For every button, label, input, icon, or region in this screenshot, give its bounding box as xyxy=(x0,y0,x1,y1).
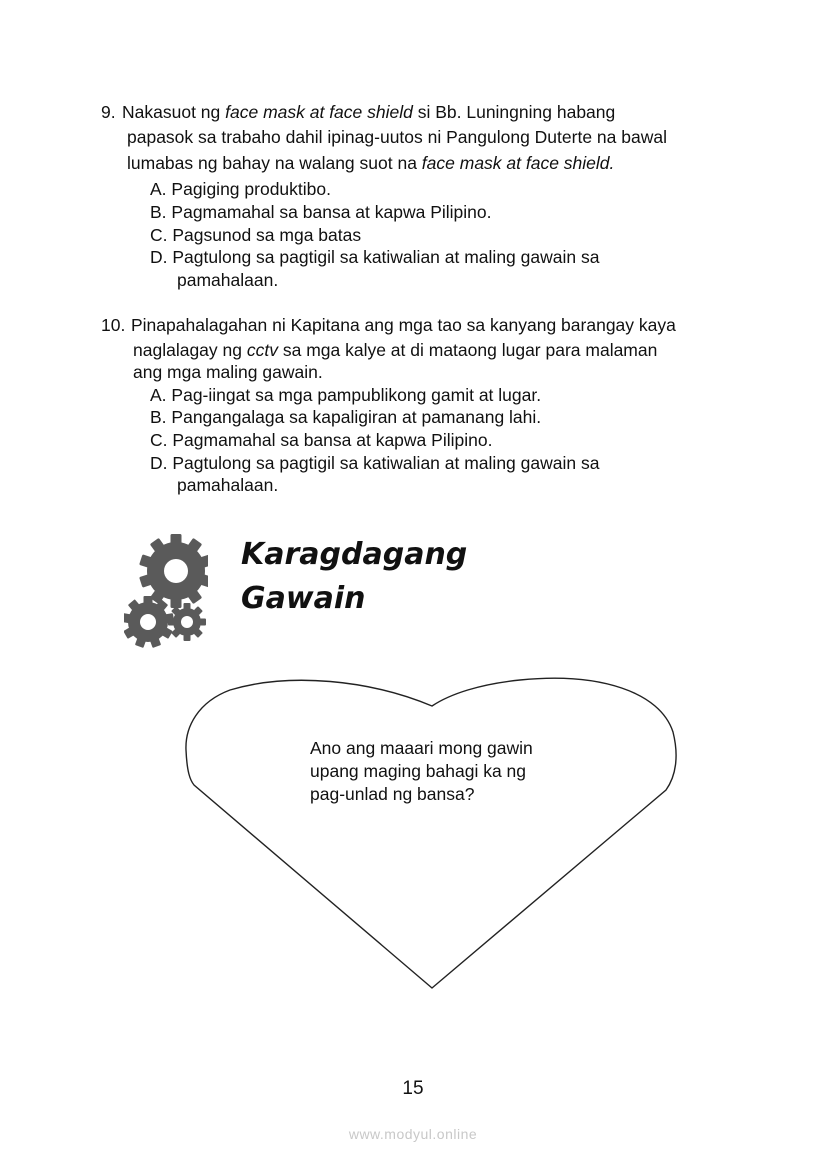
heart-prompt xyxy=(310,737,533,806)
heart-shape xyxy=(180,672,684,994)
question-number: 10. xyxy=(101,315,126,335)
gears-icon xyxy=(124,532,208,654)
choice-d-continuation: pamahalaan. xyxy=(177,270,279,290)
heart-prompt-line: pag-unlad ng bansa? xyxy=(310,784,475,804)
choice-c: C. Pagmamahal sa bansa at kapwa Pilipino. xyxy=(150,430,493,450)
section-title-line1: Karagdagang xyxy=(241,537,468,572)
question-stem-line: ang mga maling gawain. xyxy=(133,362,323,382)
choice-d: D. Pagtulong sa pagtigil sa katiwalian at maling gawain sa xyxy=(150,453,600,473)
choice-b: B. Pagmamahal sa bansa at kapwa Pilipino. xyxy=(150,202,492,222)
question-stem-line: naglalagay ng cctv sa mga kalye at di mataong lugar para malaman xyxy=(133,340,658,360)
choice-a: A. Pag-iingat sa mga pampublikong gamit at lugar. xyxy=(150,385,542,405)
choice-b: B. Pangangalaga sa kapaligiran at pamanang lahi. xyxy=(150,407,542,427)
gear-medium-icon xyxy=(124,596,174,648)
choice-d: D. Pagtulong sa pagtigil sa katiwalian at maling gawain sa xyxy=(150,247,600,267)
heart-prompt-line: upang maging bahagi ka ng xyxy=(310,761,527,781)
page-number: 15 xyxy=(402,1078,424,1099)
watermark: www.modyul.online xyxy=(348,1126,478,1142)
heart-prompt-line: Ano ang maaari mong gawin xyxy=(310,738,533,758)
question-stem-line: Pinapahalagahan ni Kapitana ang mga tao sa kanyang barangay kaya xyxy=(131,315,676,335)
gear-small-icon xyxy=(168,603,206,641)
question-stem-line: Nakasuot ng face mask at face shield si Bb. Luningning habang xyxy=(122,102,616,122)
choice-a: A. Pagiging produktibo. xyxy=(150,179,331,199)
question-stem-line: lumabas ng bahay na walang suot na face mask at face shield. xyxy=(127,153,615,173)
question-stem-line: papasok sa trabaho dahil ipinag-uutos ni Pangulong Duterte na bawal xyxy=(127,127,667,147)
section-title-line2: Gawain xyxy=(241,581,366,616)
choice-c: C. Pagsunod sa mga batas xyxy=(150,225,362,245)
choice-d-continuation: pamahalaan. xyxy=(177,475,279,495)
question-number: 9. xyxy=(101,102,116,122)
